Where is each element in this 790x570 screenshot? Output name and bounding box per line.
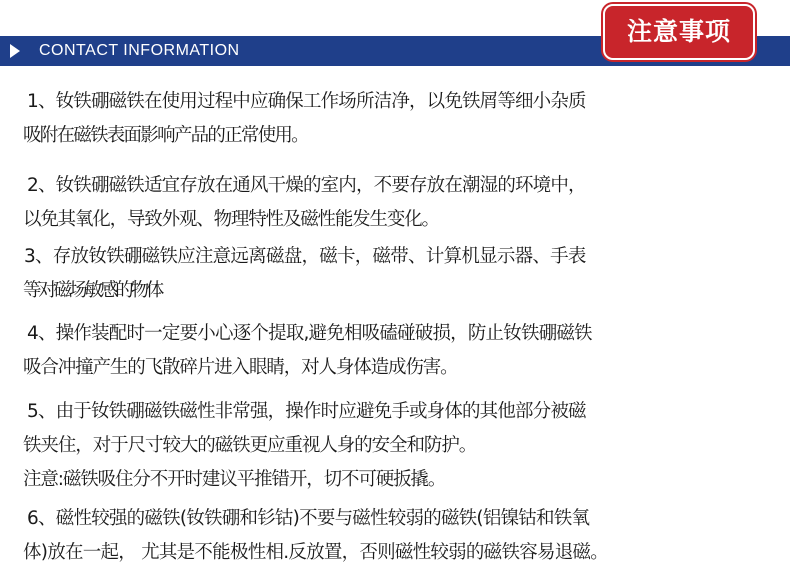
notice-item-1 bbox=[23, 85, 790, 153]
notice-item-2 bbox=[23, 169, 790, 237]
notice-line: 体)放在一起， 尤其是不能极性相.反放置，否则磁性较弱的磁铁容易退磁。 bbox=[23, 542, 608, 563]
notice-line: 注意:磁铁吸住分不开时建议平推错开，切不可硬扳撬。 bbox=[23, 469, 446, 490]
notice-item-4 bbox=[23, 317, 790, 385]
notice-badge: 注意事项 bbox=[603, 4, 755, 60]
notice-line: 等对磁场敏感的物体 bbox=[23, 280, 162, 301]
notice-line: 3、存放钕铁硼磁铁应注意远离磁盘，磁卡，磁带、计算机显示器、手表 bbox=[24, 246, 586, 267]
notice-line: 吸附在磁铁表面影响产品的正常使用。 bbox=[23, 125, 308, 146]
notice-line: 铁夹住，对于尺寸较大的磁铁更应重视人身的安全和防护。 bbox=[23, 435, 477, 456]
header bbox=[0, 0, 790, 66]
section-label: CONTACT INFORMATION bbox=[39, 42, 240, 59]
notice-line: 6、磁性较强的磁铁(钕铁硼和钐钴)不要与磁性较弱的磁铁(铝镍钴和铁氧 bbox=[27, 508, 590, 529]
notice-item-3 bbox=[24, 240, 790, 308]
notice-line: 5、由于钕铁硼磁铁磁性非常强，操作时应避免手或身体的其他部分被磁 bbox=[27, 401, 586, 422]
notice-line: 2、钕铁硼磁铁适宜存放在通风干燥的室内，不要存放在潮湿的环境中， bbox=[27, 175, 586, 196]
notice-item-6 bbox=[23, 502, 790, 570]
notice-line: 吸合冲撞产生的飞散碎片进入眼睛，对人身体造成伤害。 bbox=[23, 357, 458, 378]
notice-item-5 bbox=[23, 395, 790, 497]
notice-line: 1、钕铁硼磁铁在使用过程中应确保工作场所洁净，以免铁屑等细小杂质 bbox=[27, 91, 586, 112]
notice-line: 4、操作装配时一定要小心逐个提取,避免相吸磕碰破损，防止钕铁硼磁铁 bbox=[27, 323, 592, 344]
play-arrow-icon bbox=[10, 44, 20, 58]
notice-line: 以免其氧化，导致外观、物理特性及磁性能发生变化。 bbox=[23, 209, 439, 230]
